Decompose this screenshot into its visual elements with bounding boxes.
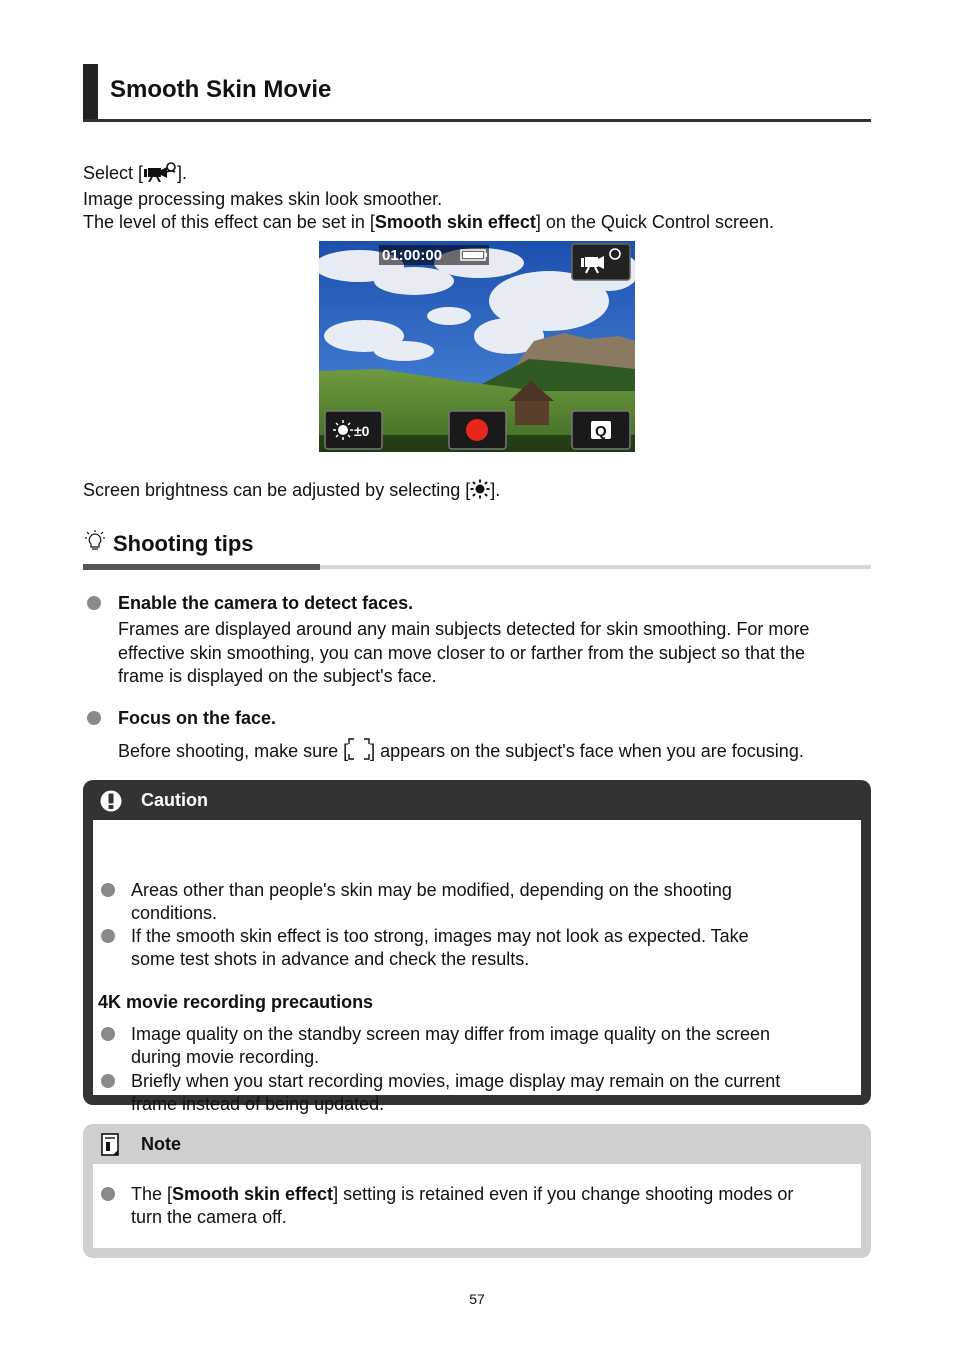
caution-icon [100, 790, 122, 817]
bullet-icon [101, 1027, 115, 1041]
bullet-icon [87, 711, 101, 725]
smooth-skin-effect-term: Smooth skin effect [374, 212, 536, 232]
note-line-2: turn the camera off. [131, 1207, 287, 1227]
caution-item [131, 879, 732, 925]
brightness-suffix: ]. [490, 480, 501, 500]
bullet-icon [101, 929, 115, 943]
note-box [83, 1124, 871, 1258]
bullet-icon [101, 1074, 115, 1088]
brightness-line [83, 479, 500, 505]
note-prefix: The [ [131, 1184, 173, 1204]
intro-line3-suffix: ] on the Quick Control screen. [535, 212, 774, 232]
bullet-icon [87, 596, 101, 610]
intro-select-suffix: ]. [177, 163, 188, 183]
shooting-tips-header [83, 528, 871, 572]
title-accent-bar [83, 64, 98, 119]
tip-title-focus-face: Focus on the face. [118, 708, 277, 728]
caution-item-line: conditions. [131, 903, 218, 923]
tip-body-line: Frames are displayed around any main subjects detected for skin smoothing. For more [118, 619, 810, 639]
intro-text [83, 162, 883, 234]
quick-control-label: Q [595, 423, 607, 440]
caution-item-line: Image quality on the standby screen may differ from image quality on the screen [131, 1024, 771, 1044]
caution-box [83, 780, 871, 1114]
caution-item-line: frame instead of being updated. [131, 1094, 385, 1114]
caution-item-line: some test shots in advance and check the results. [131, 949, 530, 969]
intro-line3-prefix: The level of this effect can be set in [ [83, 212, 375, 232]
note-content [93, 1164, 861, 1248]
caution-item [131, 1070, 780, 1116]
tip-body-focus-face [118, 738, 804, 767]
intro-select-line [83, 162, 883, 188]
caution-heading: Caution [141, 790, 208, 810]
note-heading: Note [141, 1134, 181, 1154]
intro-line-3 [83, 211, 883, 234]
caution-subheading: 4K movie recording precautions [98, 992, 374, 1012]
exposure-value: ±0 [354, 423, 370, 439]
smooth-skin-movie-icon [143, 162, 177, 188]
caution-item-line: If the smooth skin effect is too strong, images may not look as expected. Take [131, 926, 749, 946]
camera-screen-image [319, 241, 635, 452]
intro-line-2: Image processing makes skin look smoother. [83, 189, 443, 209]
note-icon [101, 1133, 121, 1162]
caution-item-line: during movie recording. [131, 1047, 320, 1067]
bullet-icon [101, 883, 115, 897]
note-line-1 [131, 1183, 793, 1206]
caution-item-line: Briefly when you start recording movies, image display may remain on the current [131, 1071, 781, 1091]
focus-body-suffix: ] appears on the subject's face when you are focusing. [370, 741, 804, 761]
caution-content [93, 820, 861, 1114]
shooting-tips-heading: Shooting tips [113, 531, 254, 556]
face-frame-icon [348, 738, 370, 767]
note-smooth-skin-term: Smooth skin effect [172, 1184, 334, 1204]
shooting-mode-button[interactable] [572, 244, 630, 280]
intro-select-prefix: Select [ [83, 163, 144, 183]
exposure-button[interactable] [325, 411, 382, 449]
caution-item [131, 1023, 770, 1069]
brightness-icon [470, 479, 490, 505]
tip-title-detect-faces: Enable the camera to detect faces. [118, 593, 414, 613]
brightness-prefix: Screen brightness can be adjusted by selecting [ [83, 480, 471, 500]
page-number: 57 [469, 1291, 485, 1307]
lightbulb-icon [83, 530, 107, 559]
record-button[interactable] [449, 411, 506, 449]
note-suffix: ] setting is retained even if you change shooting modes or [333, 1184, 794, 1204]
focus-body-prefix: Before shooting, make sure [ [118, 741, 349, 761]
quick-control-button[interactable] [572, 411, 630, 449]
caution-item [131, 925, 749, 971]
page-title: Smooth Skin Movie [110, 76, 332, 103]
tip-body-detect-faces [118, 618, 878, 689]
bullet-icon [101, 1187, 115, 1201]
caution-item-line: Areas other than people's skin may be modified, depending on the shooting [131, 880, 732, 900]
screen-timecode: 01:00:00 [382, 247, 443, 264]
tip-body-line: frame is displayed on the subject's face. [118, 666, 437, 686]
tips-divider-accent [83, 564, 320, 570]
section-title-bar [83, 64, 871, 122]
tip-body-line: effective skin smoothing, you can move closer to or farther from the subject so that the [118, 642, 806, 663]
note-item [131, 1183, 793, 1229]
